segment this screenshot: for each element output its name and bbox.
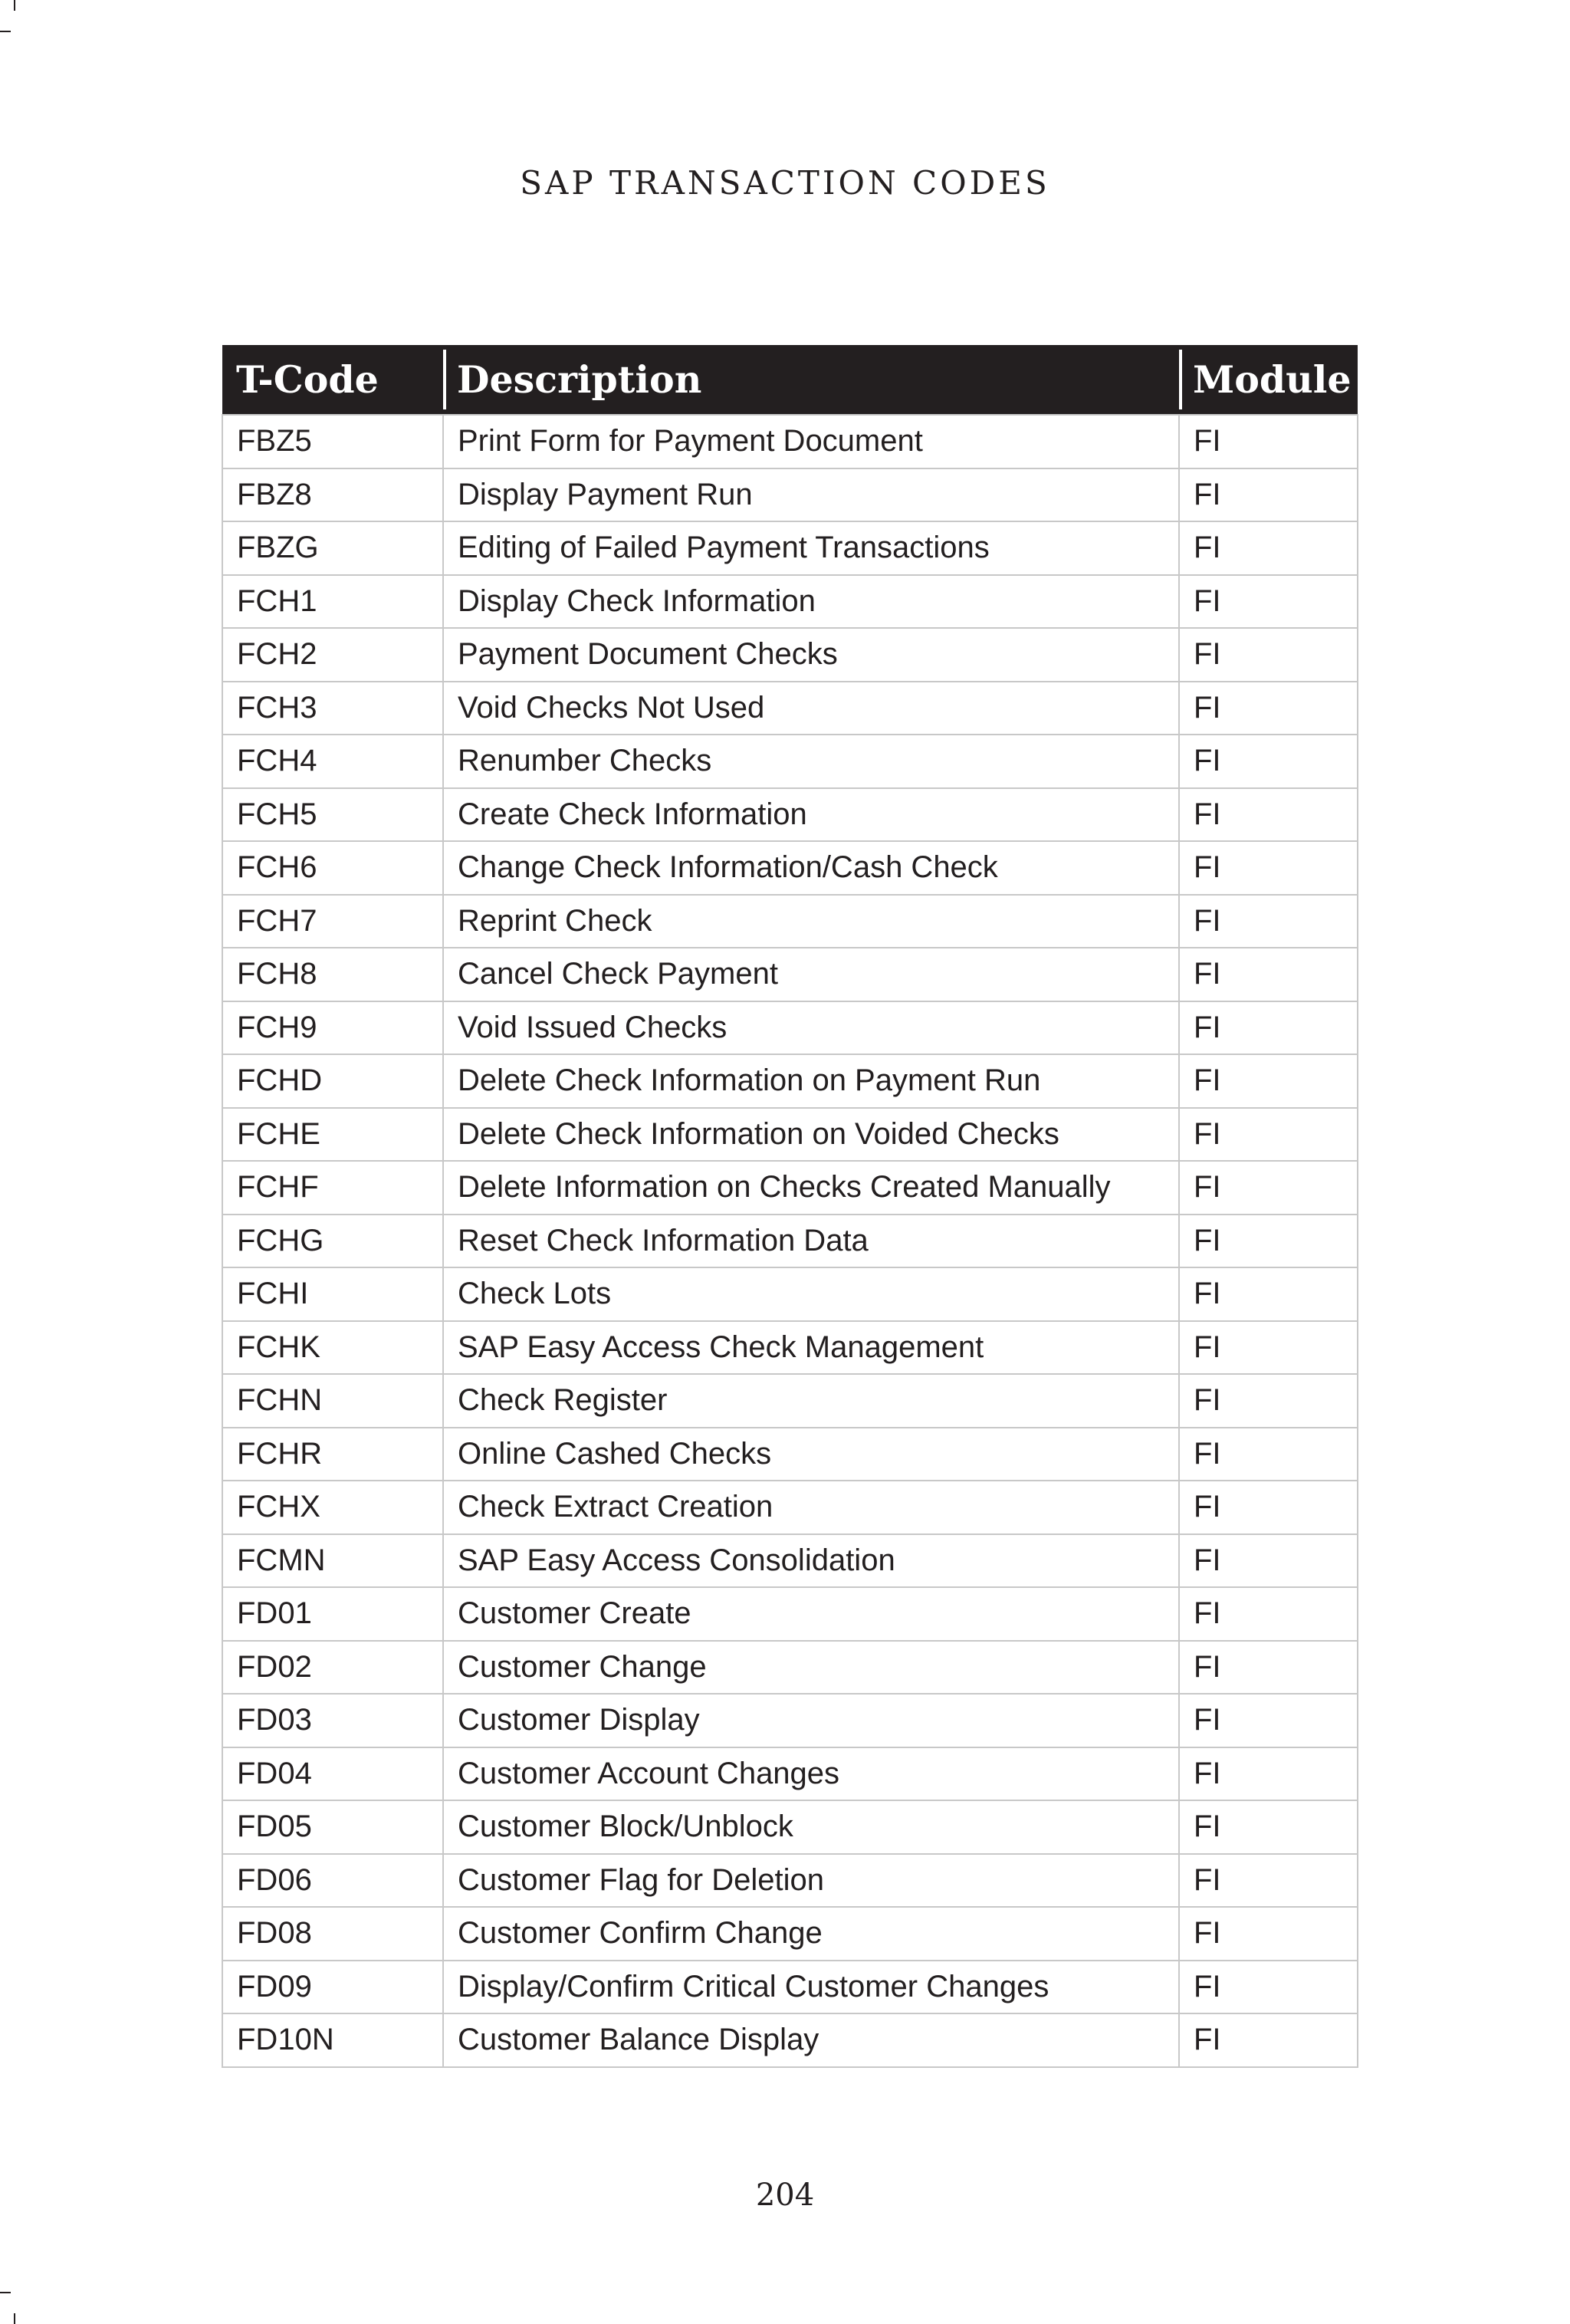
table-row xyxy=(222,1854,1358,1908)
cell-description: Customer Confirm Change xyxy=(443,1907,1179,1961)
cell-module: FI xyxy=(1179,415,1358,468)
table-row xyxy=(222,1800,1358,1854)
cell-tcode: FD01 xyxy=(222,1587,443,1641)
transaction-code-table xyxy=(222,345,1358,2068)
page-number: 204 xyxy=(755,2178,815,2213)
cell-module: FI xyxy=(1179,948,1358,1001)
cell-tcode: FCHX xyxy=(222,1481,443,1534)
cell-module: FI xyxy=(1179,1534,1358,1588)
table-row xyxy=(222,1587,1358,1641)
table-body xyxy=(222,415,1358,2067)
table-row xyxy=(222,1321,1358,1375)
cell-description: Customer Flag for Deletion xyxy=(443,1854,1179,1908)
table-row xyxy=(222,468,1358,522)
table-row xyxy=(222,1428,1358,1481)
cell-description: Customer Change xyxy=(443,1641,1179,1695)
cell-description: Check Extract Creation xyxy=(443,1481,1179,1534)
crop-mark-top-left-v xyxy=(14,0,15,11)
table-header-row xyxy=(222,345,1358,415)
table-row xyxy=(222,682,1358,735)
column-header-description-label: Description xyxy=(457,357,702,402)
cell-tcode: FCHG xyxy=(222,1215,443,1268)
cell-module: FI xyxy=(1179,1481,1358,1534)
cell-description: Reset Check Information Data xyxy=(443,1215,1179,1268)
cell-description: Create Check Information xyxy=(443,788,1179,842)
cell-tcode: FD10N xyxy=(222,2013,443,2067)
table-row xyxy=(222,1961,1358,2014)
cell-module: FI xyxy=(1179,735,1358,788)
cell-tcode: FCH8 xyxy=(222,948,443,1001)
table-row xyxy=(222,895,1358,948)
table-row xyxy=(222,1161,1358,1215)
cell-description: Cancel Check Payment xyxy=(443,948,1179,1001)
cell-module: FI xyxy=(1179,895,1358,948)
cell-tcode: FD03 xyxy=(222,1694,443,1747)
cell-tcode: FCH6 xyxy=(222,841,443,895)
cell-description: Reprint Check xyxy=(443,895,1179,948)
table-row xyxy=(222,2013,1358,2067)
cell-description: Customer Display xyxy=(443,1694,1179,1747)
cell-description: Delete Check Information on Payment Run xyxy=(443,1054,1179,1108)
cell-module: FI xyxy=(1179,1800,1358,1854)
cell-module: FI xyxy=(1179,1161,1358,1215)
cell-tcode: FCH5 xyxy=(222,788,443,842)
header-divider xyxy=(1179,350,1182,409)
table-row xyxy=(222,841,1358,895)
cell-tcode: FCH7 xyxy=(222,895,443,948)
table-row xyxy=(222,575,1358,629)
table-row xyxy=(222,1534,1358,1588)
cell-module: FI xyxy=(1179,841,1358,895)
cell-description: Delete Information on Checks Created Manually xyxy=(443,1161,1179,1215)
cell-tcode: FCH3 xyxy=(222,682,443,735)
column-header-tcode-label: T-Code xyxy=(236,357,379,402)
table-row xyxy=(222,628,1358,682)
cell-module: FI xyxy=(1179,468,1358,522)
cell-tcode: FBZG xyxy=(222,521,443,575)
table-row xyxy=(222,1267,1358,1321)
column-header-description xyxy=(443,345,1179,415)
table-row xyxy=(222,735,1358,788)
cell-description: Customer Create xyxy=(443,1587,1179,1641)
cell-module: FI xyxy=(1179,1747,1358,1801)
table-row xyxy=(222,1747,1358,1801)
cell-tcode: FCH9 xyxy=(222,1001,443,1055)
cell-description: Void Checks Not Used xyxy=(443,682,1179,735)
cell-module: FI xyxy=(1179,788,1358,842)
cell-tcode: FCH1 xyxy=(222,575,443,629)
cell-tcode: FBZ8 xyxy=(222,468,443,522)
cell-tcode: FCHD xyxy=(222,1054,443,1108)
table-row xyxy=(222,1215,1358,1268)
cell-description: Online Cashed Checks xyxy=(443,1428,1179,1481)
cell-module: FI xyxy=(1179,1641,1358,1695)
table-row xyxy=(222,415,1358,468)
header-divider xyxy=(443,350,446,409)
cell-description: Check Lots xyxy=(443,1267,1179,1321)
cell-module: FI xyxy=(1179,682,1358,735)
cell-description: Customer Block/Unblock xyxy=(443,1800,1179,1854)
cell-tcode: FCH2 xyxy=(222,628,443,682)
cell-tcode: FD08 xyxy=(222,1907,443,1961)
table-row xyxy=(222,1374,1358,1428)
table-row xyxy=(222,788,1358,842)
cell-description: SAP Easy Access Check Management xyxy=(443,1321,1179,1375)
cell-tcode: FCHK xyxy=(222,1321,443,1375)
cell-description: SAP Easy Access Consolidation xyxy=(443,1534,1179,1588)
table-row xyxy=(222,948,1358,1001)
cell-description: Delete Check Information on Voided Checks xyxy=(443,1108,1179,1162)
cell-module: FI xyxy=(1179,2013,1358,2067)
cell-tcode: FBZ5 xyxy=(222,415,443,468)
cell-module: FI xyxy=(1179,1374,1358,1428)
cell-tcode: FD05 xyxy=(222,1800,443,1854)
cell-description: Editing of Failed Payment Transactions xyxy=(443,521,1179,575)
crop-mark-top-left-h xyxy=(0,31,11,32)
cell-tcode: FCHI xyxy=(222,1267,443,1321)
cell-description: Payment Document Checks xyxy=(443,628,1179,682)
cell-tcode: FCMN xyxy=(222,1534,443,1588)
cell-tcode: FCHR xyxy=(222,1428,443,1481)
cell-description: Customer Account Changes xyxy=(443,1747,1179,1801)
cell-tcode: FD09 xyxy=(222,1961,443,2014)
cell-module: FI xyxy=(1179,1321,1358,1375)
cell-module: FI xyxy=(1179,1428,1358,1481)
cell-module: FI xyxy=(1179,1267,1358,1321)
column-header-tcode xyxy=(222,345,443,415)
cell-tcode: FD06 xyxy=(222,1854,443,1908)
table-row xyxy=(222,1054,1358,1108)
cell-module: FI xyxy=(1179,1854,1358,1908)
cell-description: Void Issued Checks xyxy=(443,1001,1179,1055)
cell-tcode: FD02 xyxy=(222,1641,443,1695)
cell-module: FI xyxy=(1179,1961,1358,2014)
table-row xyxy=(222,1108,1358,1162)
cell-description: Display Payment Run xyxy=(443,468,1179,522)
cell-tcode: FCH4 xyxy=(222,735,443,788)
running-head: SAP TRANSACTION CODES xyxy=(520,164,1050,202)
cell-module: FI xyxy=(1179,1001,1358,1055)
cell-description: Print Form for Payment Document xyxy=(443,415,1179,468)
cell-module: FI xyxy=(1179,1108,1358,1162)
cell-tcode: FD04 xyxy=(222,1747,443,1801)
table-row xyxy=(222,1001,1358,1055)
crop-mark-bottom-left-v xyxy=(14,2313,15,2324)
column-header-module-label: Module xyxy=(1193,357,1352,402)
cell-tcode: FCHE xyxy=(222,1108,443,1162)
cell-description: Renumber Checks xyxy=(443,735,1179,788)
cell-module: FI xyxy=(1179,1054,1358,1108)
cell-description: Customer Balance Display xyxy=(443,2013,1179,2067)
table-row xyxy=(222,1641,1358,1695)
cell-module: FI xyxy=(1179,521,1358,575)
cell-module: FI xyxy=(1179,1694,1358,1747)
table-row xyxy=(222,1481,1358,1534)
cell-description: Display Check Information xyxy=(443,575,1179,629)
cell-description: Check Register xyxy=(443,1374,1179,1428)
table-row xyxy=(222,1907,1358,1961)
column-header-module xyxy=(1179,345,1358,415)
crop-mark-bottom-left-h xyxy=(0,2292,11,2293)
table-row xyxy=(222,521,1358,575)
cell-tcode: FCHN xyxy=(222,1374,443,1428)
cell-module: FI xyxy=(1179,1907,1358,1961)
cell-description: Display/Confirm Critical Customer Changes xyxy=(443,1961,1179,2014)
cell-tcode: FCHF xyxy=(222,1161,443,1215)
cell-module: FI xyxy=(1179,1215,1358,1268)
cell-module: FI xyxy=(1179,1587,1358,1641)
cell-module: FI xyxy=(1179,628,1358,682)
cell-description: Change Check Information/Cash Check xyxy=(443,841,1179,895)
cell-module: FI xyxy=(1179,575,1358,629)
table-row xyxy=(222,1694,1358,1747)
